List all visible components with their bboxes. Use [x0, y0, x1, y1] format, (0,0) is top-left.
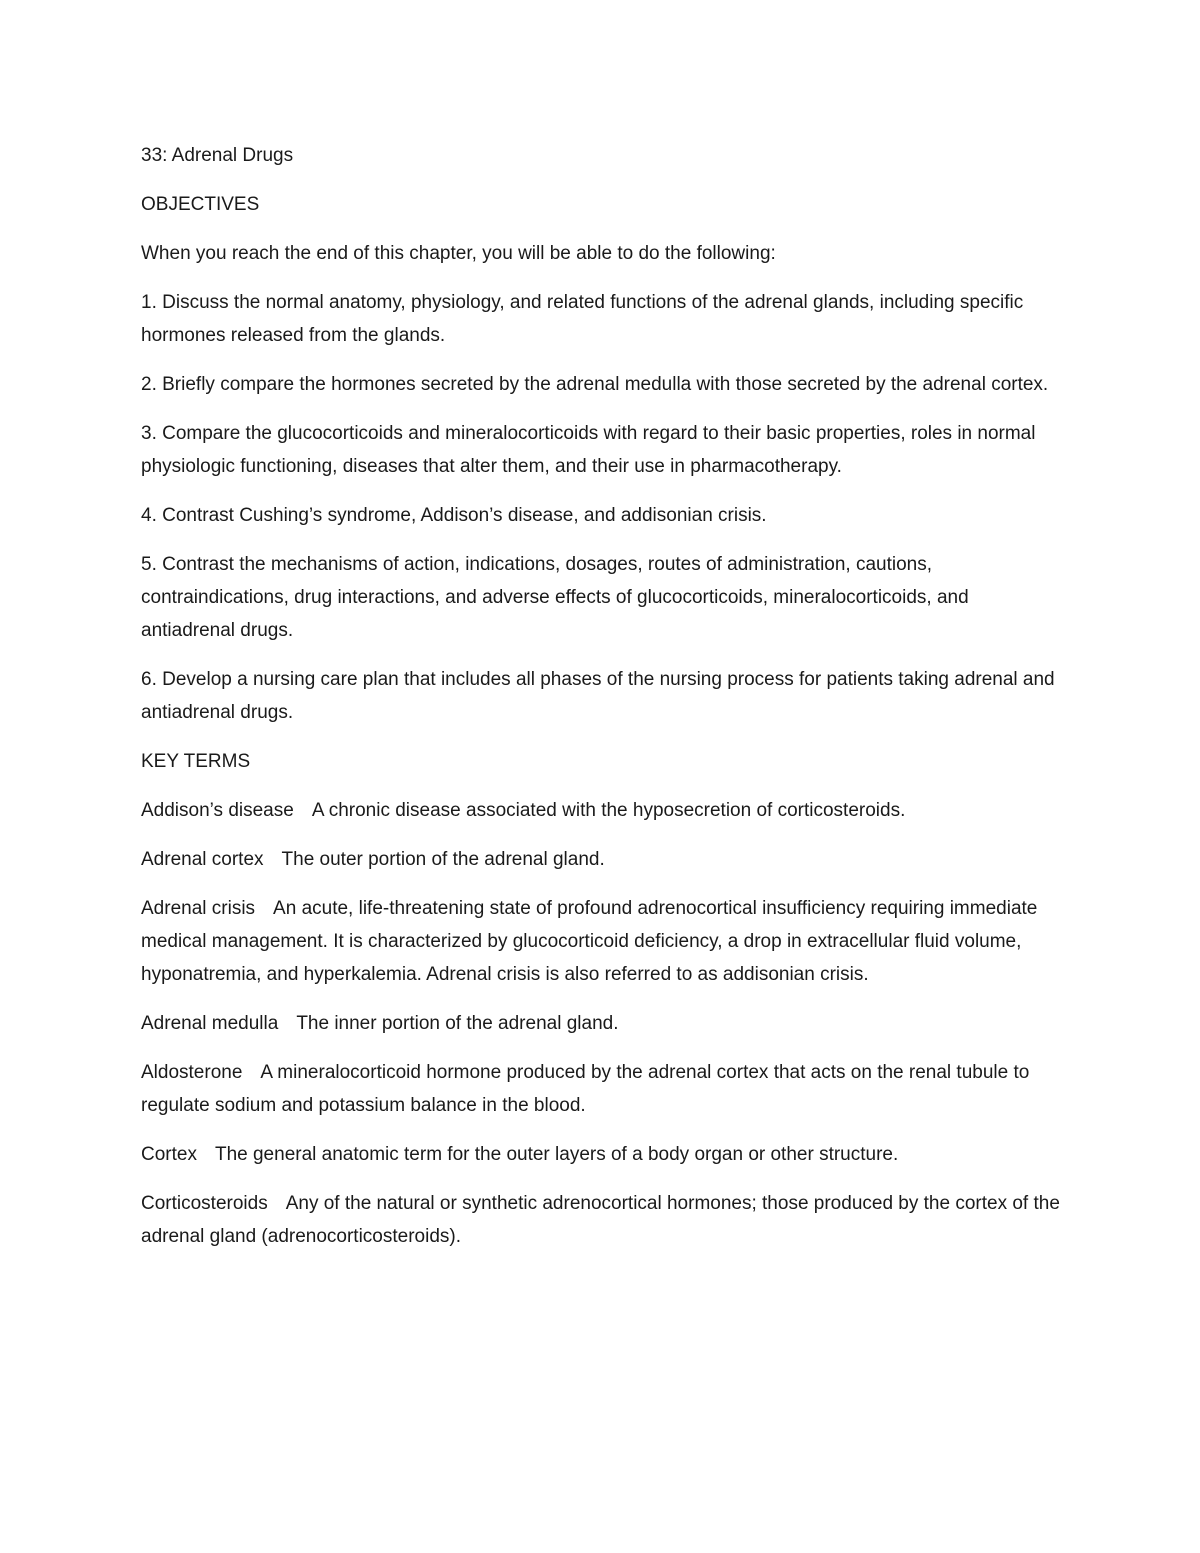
key-term-entry [141, 843, 1061, 876]
key-term-definition: Any of the natural or synthetic adrenocortical hormones; those produced by the cortex of the adrenal gland (adrenocorticosteroids). [141, 1193, 1060, 1247]
key-term: Aldosterone [141, 1062, 243, 1083]
objective-item: 1. Discuss the normal anatomy, physiology, and related functions of the adrenal glands, including specific hormones released from the glands. [141, 292, 1024, 346]
key-term-entry [141, 794, 1061, 827]
key-term-entry [141, 1138, 1061, 1171]
key-term-entry [141, 1007, 1061, 1040]
key-term: Adrenal crisis [141, 898, 256, 919]
objective-item: 6. Develop a nursing care plan that includes all phases of the nursing process for patients taking adrenal and antiadrenal drugs. [141, 669, 1055, 723]
objective-item: 2. Briefly compare the hormones secreted by the adrenal medulla with those secreted by the adrenal cortex. [141, 374, 1049, 395]
key-term-definition: The outer portion of the adrenal gland. [281, 849, 605, 870]
chapter-title: 33: Adrenal Drugs [141, 145, 294, 166]
objective-item: 5. Contrast the mechanisms of action, indications, dosages, routes of administration, cautions, contraindications, drug interactions, and adverse effects of glucocorticoids, mineralocorticoids, and antiadrenal drugs. [141, 554, 969, 641]
objectives-heading: OBJECTIVES [141, 194, 260, 215]
key-term-entry [141, 1187, 1061, 1253]
key-term: Addison’s disease [141, 800, 294, 821]
key-term-entry [141, 892, 1061, 991]
key-term: Cortex [141, 1144, 197, 1165]
objective-item: 4. Contrast Cushing’s syndrome, Addison’s disease, and addisonian crisis. [141, 505, 767, 526]
key-term-definition: The inner portion of the adrenal gland. [296, 1013, 619, 1034]
objective-item: 3. Compare the glucocorticoids and mineralocorticoids with regard to their basic properties, roles in normal physiologic functioning, diseases that alter them, and their use in pharmacotherapy. [141, 423, 1036, 477]
key-term-definition: A chronic disease associated with the hyposecretion of corticosteroids. [311, 800, 906, 821]
key-term: Adrenal medulla [141, 1013, 279, 1034]
document-content [141, 139, 1061, 1269]
key-term-definition: An acute, life-threatening state of profound adrenocortical insufficiency requiring immediate medical management. It is characterized by glucocorticoid deficiency, a drop in extracellular fluid volume, hyponatremia, and hyperkalemia. Adrenal crisis is also referred to as addisonian crisis. [141, 898, 1038, 985]
objectives-intro: When you reach the end of this chapter, you will be able to do the following: [141, 243, 776, 264]
key-term-definition: A mineralocorticoid hormone produced by the adrenal cortex that acts on the renal tubule to regulate sodium and potassium balance in the blood. [141, 1062, 1030, 1116]
key-terms-heading: KEY TERMS [141, 751, 251, 772]
key-term: Adrenal cortex [141, 849, 264, 870]
key-term-entry [141, 1056, 1061, 1122]
key-term-definition: The general anatomic term for the outer layers of a body organ or other structure. [214, 1144, 899, 1165]
key-term: Corticosteroids [141, 1193, 268, 1214]
